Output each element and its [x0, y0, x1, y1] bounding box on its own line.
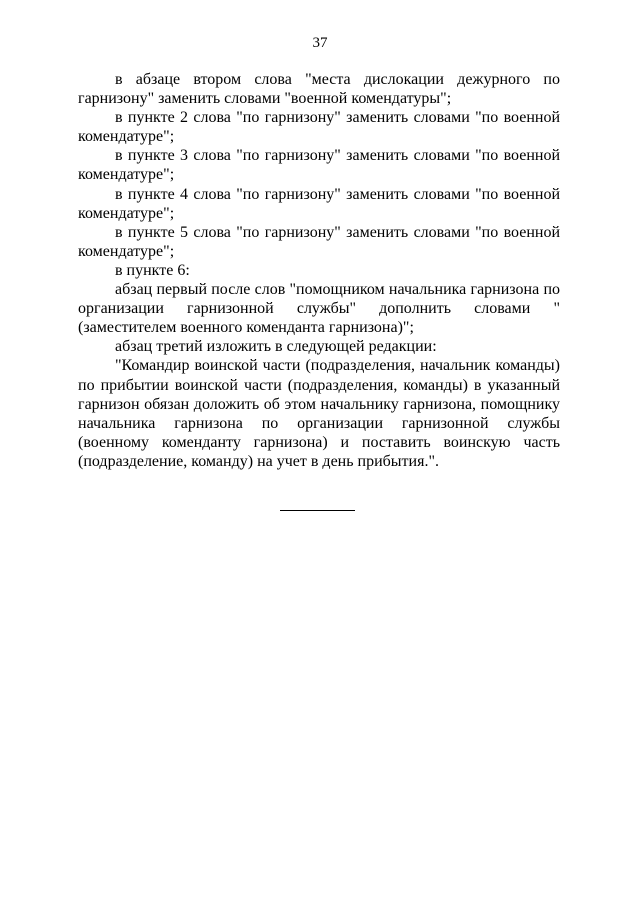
paragraph-amend-item-4: в пункте 4 слова "по гарнизону" заменить словами "по военной комендатуре";: [78, 185, 560, 222]
paragraph-item-6-third-subparagraph: абзац третий изложить в следующей редакции:: [115, 338, 437, 356]
paragraph-amend-item-2: в пункте 2 слова "по гарнизону" заменить словами "по военной комендатуре";: [78, 109, 560, 146]
paragraph-item-6-first-subparagraph: абзац первый после слов "помощником начальника гарнизона по организации гарнизонной службы" дополнить словами "(заместителем военного коменданта гарнизона)";: [78, 281, 560, 337]
closing-divider: [280, 510, 355, 511]
paragraph-amend-item-3: в пункте 3 слова "по гарнизону" заменить словами "по военной комендатуре";: [78, 147, 560, 184]
paragraph-new-wording-quote: "Командир воинской части (подразделения, начальник команды) по прибытии воинской части (подразделения, команды) в указанный гарнизон обязан доложить об этом начальнику гарнизона, помощнику начальника гарнизона по организации гарнизонной службы (военному коменданту гарнизона) и поставить воинскую часть (подразделение, команду) на учет в день прибытия.".: [78, 357, 560, 470]
paragraph-amend-item-5: в пункте 5 слова "по гарнизону" заменить словами "по военной комендатуре";: [78, 223, 560, 260]
paragraph-amend-second-subparagraph: в абзаце втором слова "места дислокации дежурного по гарнизону" заменить словами "военной комендатуры";: [78, 71, 560, 108]
document-body: [78, 70, 560, 471]
page-number: 37: [312, 35, 328, 51]
paragraph-item-6-heading: в пункте 6:: [115, 261, 190, 279]
